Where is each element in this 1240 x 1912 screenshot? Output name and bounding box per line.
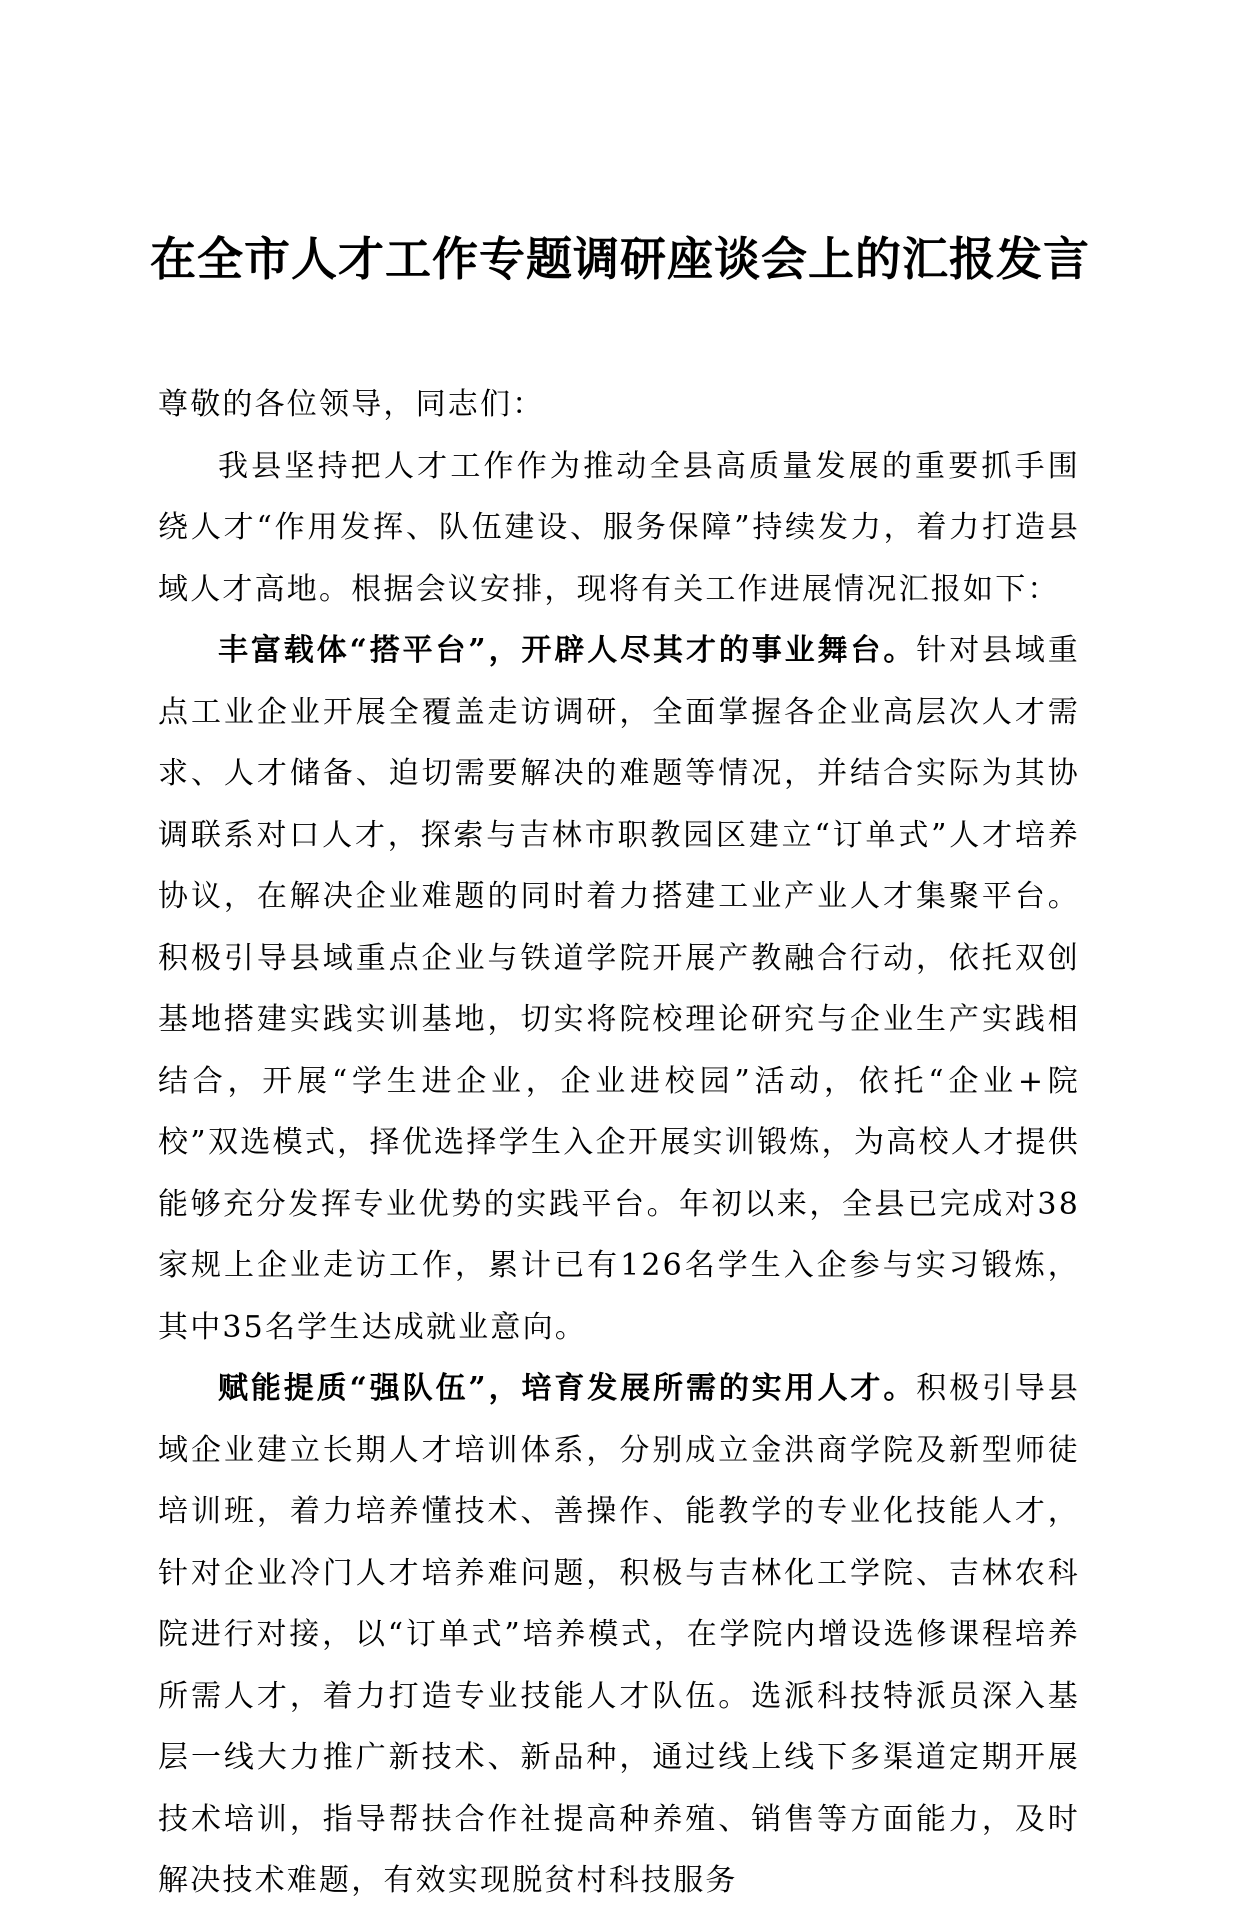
section-2-text: 积极引导县域企业建立长期人才培训体系，分别成立金洪商学院及新型师徒培训班，着力培养懂技术、善操作、能教学的专业化技能人才，针对企业冷门人才培养难问题，积极与吉林化工学院、吉林农科院进行对接，以“订单式”培养模式，在学院内增设选修课程培养所需人才，着力打造专业技能人才队伍。选派科技特派员深入基层一线大力推广新技术、新品种，通过线上线下多渠道定期开展技术培训，指导帮扶合作社提高种养殖、销售等方面能力，及时解决技术难题，有效实现脱贫村科技服务: [158, 1371, 1080, 1898]
document-body: [158, 374, 1080, 1912]
section-1-text: 针对县域重点工业企业开展全覆盖走访调研，全面掌握各企业高层次人才需求、人才储备、迫切需要解决的难题等情况，并结合实际为其协调联系对口人才，探索与吉林市职教园区建立“订单式”人才培养协议，在解决企业难题的同时着力搭建工业产业人才集聚平台。积极引导县域重点企业与铁道学院开展产教融合行动，依托双创基地搭建实践实训基地，切实将院校理论研究与企业生产实践相结合，开展“学生进企业，企业进校园”活动，依托“企业+院校”双选模式，择优选择学生入企开展实训锻炼，为高校人才提供能够充分发挥专业优势的实践平台。年初以来，全县已完成对38家规上企业走访工作，累计已有126名学生入企参与实习锻炼，其中35名学生达成就业意向。: [158, 633, 1080, 1345]
section-1-lead: 丰富载体“搭平台”，开辟人尽其才的事业舞台。: [218, 633, 917, 668]
salutation: 尊敬的各位领导，同志们：: [158, 387, 545, 422]
section-2-paragraph: [158, 1358, 1080, 1912]
section-2-lead: 赋能提质“强队伍”，培育发展所需的实用人才。: [218, 1371, 917, 1406]
intro-paragraph: 我县坚持把人才工作作为推动全县高质量发展的重要抓手围绕人才“作用发挥、队伍建设、服务保障”持续发力，着力打造县域人才高地。根据会议安排，现将有关工作进展情况汇报如下：: [158, 448, 1080, 607]
document-title: 在全市人才工作专题调研座谈会上的汇报发言: [150, 232, 1090, 286]
section-1-paragraph: [158, 620, 1080, 1358]
